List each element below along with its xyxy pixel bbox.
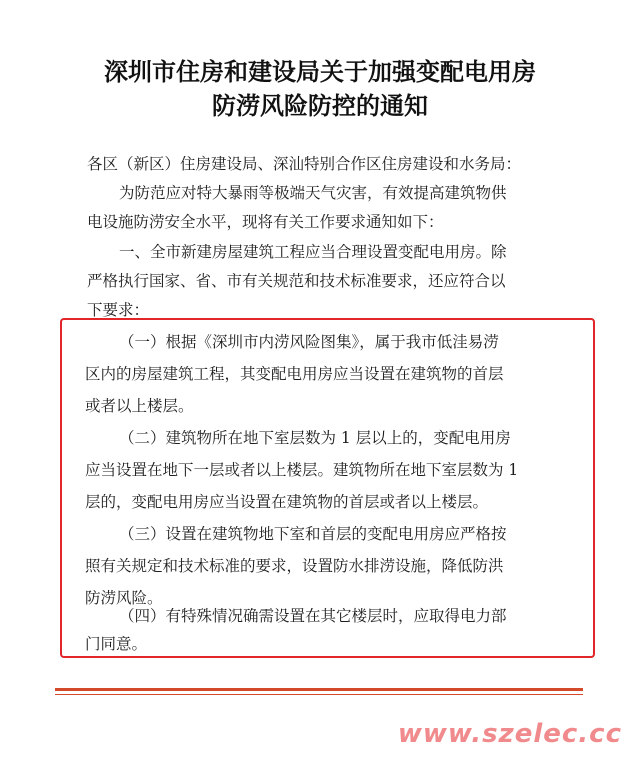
subitem-3-line-3: 防涝风险。 <box>85 589 163 607</box>
footer-rule-thick <box>55 688 583 691</box>
subitem-2-line-3: 层的，变配电用房应当设置在建筑物的首层或者以上楼层。 <box>85 493 489 511</box>
subitem-2-line-2: 应当设置在地下一层或者以上楼层。建筑物所在地下室层数为 1 <box>85 461 519 479</box>
document-title-line-1: 深圳市住房和建设局关于加强变配电用房 <box>104 57 536 86</box>
intro-line-1: 为防范应对特大暴雨等极端天气灾害，有效提高建筑物供 <box>119 184 507 202</box>
item1-line-2: 严格执行国家、省、市有关规范和技术标准要求，还应符合以 <box>87 272 506 290</box>
subitem-3-line-1: （三）设置在建筑物地下室和首层的变配电用房应严格按 <box>119 525 507 543</box>
document-title-line-2: 防涝风险防控的通知 <box>212 91 428 120</box>
item1-line-1: 一、全市新建房屋建筑工程应当合理设置变配电用房。除 <box>119 243 507 261</box>
subitem-3-line-2: 照有关规定和技术标准的要求，设置防水排涝设施，降低防洪 <box>85 557 504 575</box>
footer-rule-thin <box>55 694 583 695</box>
intro-line-2: 电设施防涝安全水平，现将有关工作要求通知如下： <box>87 213 444 231</box>
salutation: 各区（新区）住房建设局、深汕特别合作区住房建设和水务局： <box>87 155 522 173</box>
site-watermark-link[interactable]: www.szelec.cc <box>397 719 622 749</box>
subitem-1-line-1: （一）根据《深圳市内涝风险图集》，属于我市低洼易涝 <box>119 333 499 351</box>
subitem-4-line-1: （四）有特殊情况确需设置在其它楼层时，应取得电力部 <box>119 607 507 625</box>
subitem-1-line-2: 区内的房屋建筑工程，其变配电用房应当设置在建筑物的首层 <box>85 365 504 383</box>
item1-line-3: 下要求： <box>87 301 150 319</box>
subitem-2-line-1: （二）建筑物所在地下室层数为 1 层以上的，变配电用房 <box>119 429 511 447</box>
subitem-4-line-2: 门同意。 <box>85 635 148 653</box>
subitem-1-line-3: 或者以上楼层。 <box>85 397 194 415</box>
